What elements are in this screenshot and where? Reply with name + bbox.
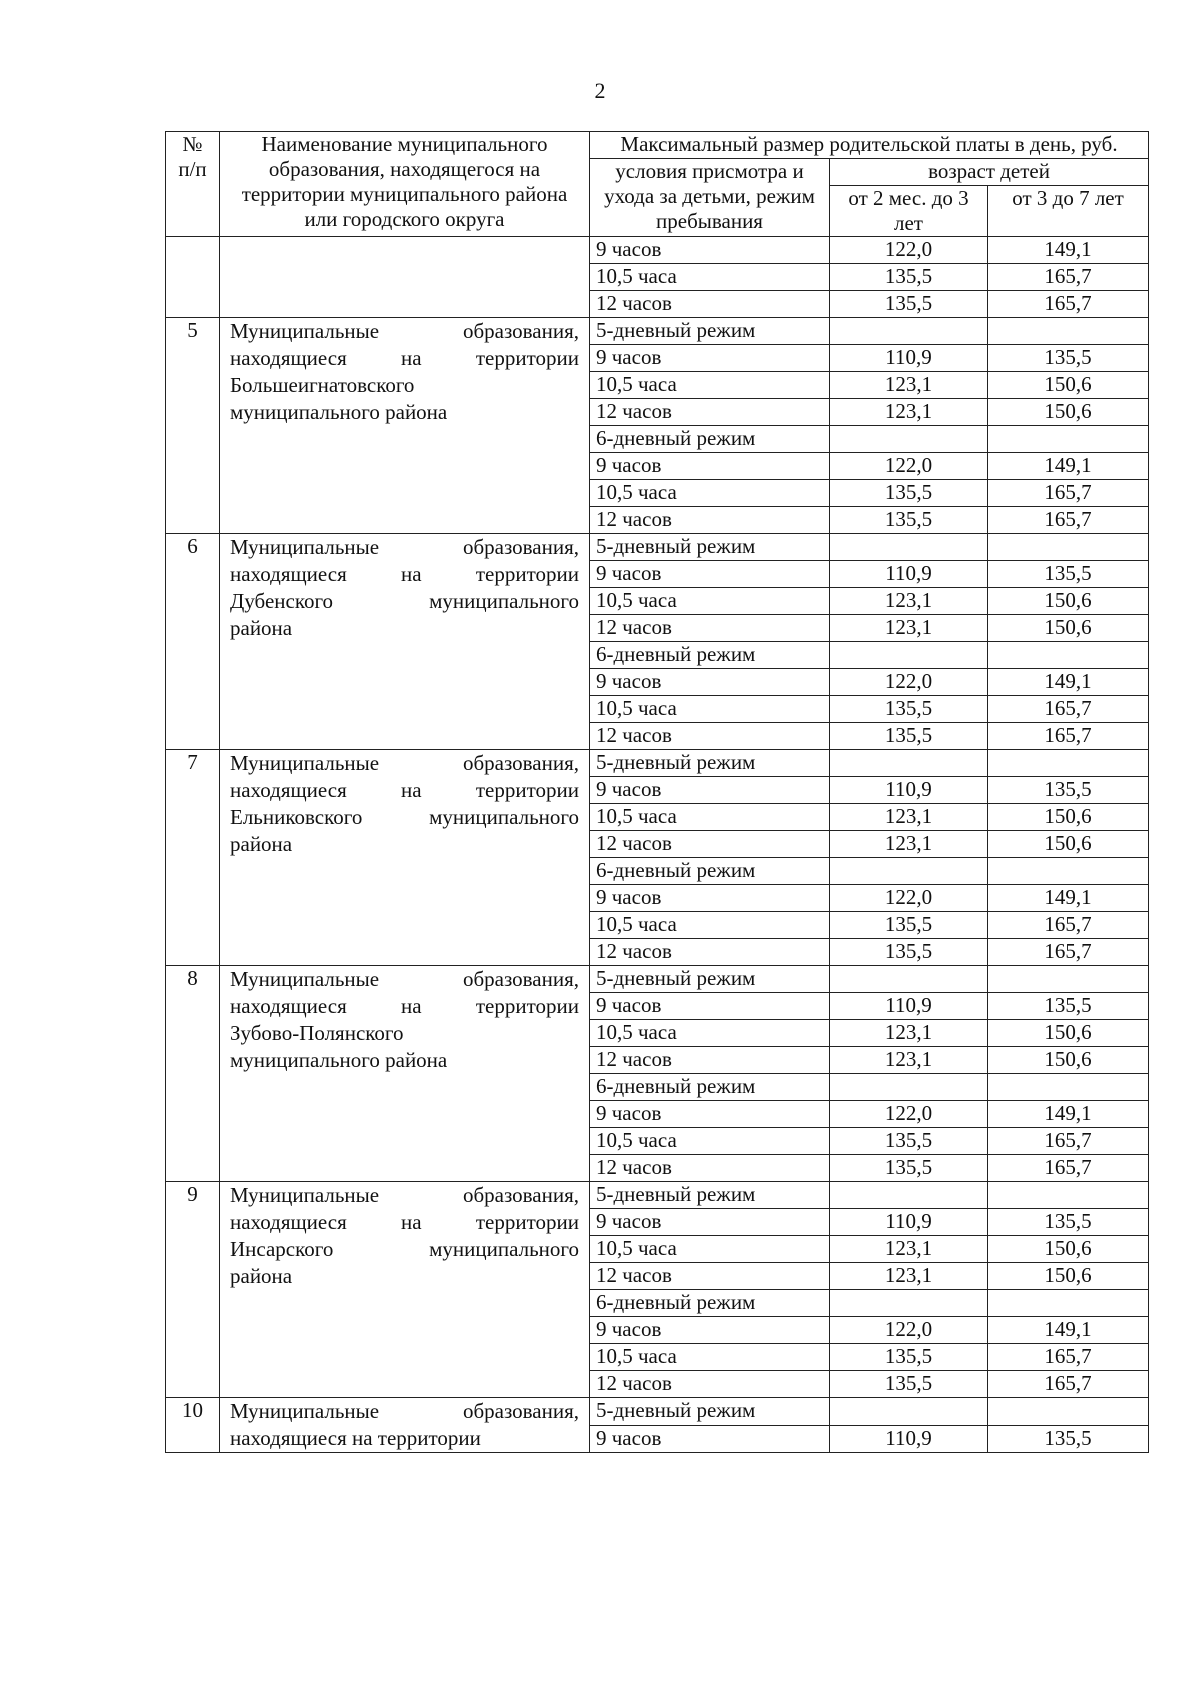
condition-cell: 10,5 часа [590, 1020, 830, 1047]
fee-age-3-to-7-cell: 150,6 [988, 1263, 1149, 1290]
fee-age-under-3-cell: 135,5 [830, 264, 988, 291]
fee-age-under-3-cell: 122,0 [830, 1317, 988, 1344]
municipality-name-line: Муниципальные образования, [230, 751, 579, 775]
condition-cell: 12 часов [590, 507, 830, 534]
fee-age-under-3-cell: 110,9 [830, 561, 988, 588]
fee-age-3-to-7-cell: 165,7 [988, 1128, 1149, 1155]
condition-cell: 10,5 часа [590, 372, 830, 399]
fee-age-under-3-cell [830, 1074, 988, 1101]
table-row [166, 966, 1149, 993]
fee-age-3-to-7-cell: 135,5 [988, 561, 1149, 588]
municipality-name-cell [220, 318, 590, 534]
fee-age-3-to-7-cell: 149,1 [988, 669, 1149, 696]
row-number-cell: 7 [166, 750, 220, 966]
condition-cell: 12 часов [590, 1371, 830, 1398]
fee-age-3-to-7-cell: 150,6 [988, 615, 1149, 642]
condition-cell: 9 часов [590, 1317, 830, 1344]
municipality-name-line: района [230, 1264, 293, 1288]
page-number: 2 [594, 78, 606, 103]
fee-age-3-to-7-cell: 135,5 [988, 993, 1149, 1020]
fee-age-3-to-7-cell: 149,1 [988, 237, 1149, 264]
condition-cell: 5-дневный режим [590, 966, 830, 993]
fee-age-under-3-cell: 110,9 [830, 777, 988, 804]
fee-age-under-3-cell: 123,1 [830, 1236, 988, 1263]
municipality-name-cell [220, 534, 590, 750]
condition-cell: 6-дневный режим [590, 642, 830, 669]
header-col-age-3-to-7: от 3 до 7 лет [988, 186, 1149, 237]
fee-age-3-to-7-cell [988, 966, 1149, 993]
fee-age-3-to-7-cell: 135,5 [988, 1425, 1149, 1453]
table-row [166, 750, 1149, 777]
fee-age-under-3-cell: 135,5 [830, 723, 988, 750]
row-number-cell: 5 [166, 318, 220, 534]
municipality-name-line: муниципального района [230, 400, 448, 424]
municipality-name-line: Ельниковского муниципального [230, 805, 579, 829]
fee-age-under-3-cell [830, 858, 988, 885]
fee-age-3-to-7-cell: 150,6 [988, 588, 1149, 615]
condition-cell: 12 часов [590, 723, 830, 750]
fee-age-under-3-cell [830, 1182, 988, 1209]
fee-age-under-3-cell [830, 750, 988, 777]
fee-age-under-3-cell: 110,9 [830, 993, 988, 1020]
fee-age-under-3-cell: 110,9 [830, 1209, 988, 1236]
header-col-number: № п/п [166, 132, 220, 237]
fee-age-under-3-cell: 123,1 [830, 1020, 988, 1047]
condition-cell: 9 часов [590, 669, 830, 696]
condition-cell: 5-дневный режим [590, 1398, 830, 1426]
condition-cell: 12 часов [590, 1047, 830, 1074]
condition-cell: 12 часов [590, 399, 830, 426]
municipality-name-cell [220, 237, 590, 318]
condition-cell: 6-дневный режим [590, 1290, 830, 1317]
fee-age-3-to-7-cell: 149,1 [988, 885, 1149, 912]
fee-age-under-3-cell: 123,1 [830, 1047, 988, 1074]
municipality-name-cell [220, 1182, 590, 1398]
condition-cell: 10,5 часа [590, 264, 830, 291]
table-row [166, 237, 1149, 264]
fee-age-3-to-7-cell: 165,7 [988, 264, 1149, 291]
fee-age-under-3-cell [830, 1398, 988, 1426]
condition-cell: 12 часов [590, 1263, 830, 1290]
row-number-cell: 9 [166, 1182, 220, 1398]
fee-age-under-3-cell: 123,1 [830, 804, 988, 831]
fee-age-under-3-cell: 135,5 [830, 507, 988, 534]
municipality-name-cell [220, 750, 590, 966]
condition-cell: 6-дневный режим [590, 858, 830, 885]
condition-cell: 5-дневный режим [590, 534, 830, 561]
condition-cell: 10,5 часа [590, 1236, 830, 1263]
fee-age-under-3-cell: 122,0 [830, 885, 988, 912]
row-number-cell: 8 [166, 966, 220, 1182]
fee-age-under-3-cell: 123,1 [830, 831, 988, 858]
fee-age-3-to-7-cell: 165,7 [988, 1371, 1149, 1398]
condition-cell: 9 часов [590, 345, 830, 372]
condition-cell: 6-дневный режим [590, 1074, 830, 1101]
fee-age-3-to-7-cell: 165,7 [988, 480, 1149, 507]
table-row [166, 1182, 1149, 1209]
table-row [166, 534, 1149, 561]
municipality-name-line: Муниципальные образования, [230, 535, 579, 559]
header-col-age-under-3: от 2 мес. до 3 лет [830, 186, 988, 237]
condition-cell: 5-дневный режим [590, 750, 830, 777]
condition-cell: 9 часов [590, 1209, 830, 1236]
fee-age-3-to-7-cell: 135,5 [988, 1209, 1149, 1236]
municipality-name-line: находящиеся на территории [230, 562, 579, 586]
condition-cell: 9 часов [590, 561, 830, 588]
fee-age-under-3-cell [830, 1290, 988, 1317]
municipality-name-line: Инсарского муниципального [230, 1237, 579, 1261]
fee-age-3-to-7-cell: 150,6 [988, 804, 1149, 831]
condition-cell: 12 часов [590, 939, 830, 966]
fee-age-3-to-7-cell [988, 1398, 1149, 1426]
fee-age-3-to-7-cell: 165,7 [988, 939, 1149, 966]
fee-age-under-3-cell: 122,0 [830, 237, 988, 264]
condition-cell: 9 часов [590, 993, 830, 1020]
table-row [166, 1398, 1149, 1426]
fee-age-under-3-cell: 123,1 [830, 1263, 988, 1290]
municipality-name-line: муниципального района [230, 1048, 448, 1072]
fee-age-3-to-7-cell: 150,6 [988, 1047, 1149, 1074]
fee-age-under-3-cell: 122,0 [830, 1101, 988, 1128]
fee-age-3-to-7-cell: 149,1 [988, 1101, 1149, 1128]
fee-age-3-to-7-cell [988, 858, 1149, 885]
fee-age-under-3-cell: 135,5 [830, 696, 988, 723]
municipality-name-line: района [230, 832, 293, 856]
fee-age-under-3-cell: 135,5 [830, 1155, 988, 1182]
fee-age-under-3-cell: 110,9 [830, 345, 988, 372]
fee-age-3-to-7-cell: 150,6 [988, 1020, 1149, 1047]
municipality-name-cell [220, 1398, 590, 1453]
header-col-age: возраст детей [830, 159, 1149, 186]
fee-age-3-to-7-cell: 165,7 [988, 912, 1149, 939]
fee-age-3-to-7-cell: 150,6 [988, 399, 1149, 426]
municipality-name-line: Зубово-Полянского [230, 1021, 404, 1045]
condition-cell: 6-дневный режим [590, 426, 830, 453]
fee-age-3-to-7-cell [988, 1182, 1149, 1209]
municipality-name-line: Муниципальные образования, [230, 1399, 579, 1423]
fee-age-3-to-7-cell: 150,6 [988, 831, 1149, 858]
fee-age-under-3-cell [830, 318, 988, 345]
condition-cell: 9 часов [590, 1101, 830, 1128]
condition-cell: 12 часов [590, 831, 830, 858]
row-number-cell: 10 [166, 1398, 220, 1453]
municipality-name-line: находящиеся на территории [230, 346, 579, 370]
fee-age-3-to-7-cell [988, 1290, 1149, 1317]
fee-age-3-to-7-cell: 149,1 [988, 453, 1149, 480]
fee-age-under-3-cell: 135,5 [830, 939, 988, 966]
condition-cell: 10,5 часа [590, 804, 830, 831]
header-row-1 [166, 132, 1149, 159]
fee-age-under-3-cell [830, 966, 988, 993]
condition-cell: 10,5 часа [590, 480, 830, 507]
header-col-conditions: условия присмотра и ухода за детьми, режим пребывания [590, 159, 830, 237]
municipality-name-line: Муниципальные образования, [230, 1183, 579, 1207]
condition-cell: 5-дневный режим [590, 318, 830, 345]
municipality-name-line: находящиеся на территории [230, 1426, 481, 1450]
fee-age-under-3-cell: 110,9 [830, 1425, 988, 1453]
condition-cell: 10,5 часа [590, 1128, 830, 1155]
fee-age-3-to-7-cell: 165,7 [988, 507, 1149, 534]
fee-age-3-to-7-cell [988, 534, 1149, 561]
fee-age-3-to-7-cell: 165,7 [988, 1344, 1149, 1371]
fee-age-under-3-cell: 135,5 [830, 1371, 988, 1398]
municipality-name-cell [220, 966, 590, 1182]
fee-age-under-3-cell: 123,1 [830, 372, 988, 399]
fee-age-3-to-7-cell [988, 426, 1149, 453]
municipality-name-line: Дубенского муниципального [230, 589, 579, 613]
fee-age-3-to-7-cell: 149,1 [988, 1317, 1149, 1344]
fee-age-under-3-cell: 135,5 [830, 480, 988, 507]
condition-cell: 9 часов [590, 777, 830, 804]
fee-age-under-3-cell: 135,5 [830, 1128, 988, 1155]
municipality-name-line: находящиеся на территории [230, 1210, 579, 1234]
municipality-name-line: Муниципальные образования, [230, 967, 579, 991]
row-number-cell: 6 [166, 534, 220, 750]
condition-cell: 5-дневный режим [590, 1182, 830, 1209]
condition-cell: 10,5 часа [590, 696, 830, 723]
condition-cell: 12 часов [590, 291, 830, 318]
header-col-max-fee: Максимальный размер родительской платы в день, руб. [590, 132, 1149, 159]
fee-age-3-to-7-cell: 165,7 [988, 696, 1149, 723]
fee-age-under-3-cell: 135,5 [830, 912, 988, 939]
condition-cell: 12 часов [590, 1155, 830, 1182]
fee-age-3-to-7-cell [988, 1074, 1149, 1101]
fee-age-under-3-cell [830, 534, 988, 561]
fee-age-under-3-cell: 122,0 [830, 453, 988, 480]
table-row [166, 318, 1149, 345]
fee-age-3-to-7-cell: 165,7 [988, 723, 1149, 750]
fee-age-3-to-7-cell: 165,7 [988, 291, 1149, 318]
fee-age-3-to-7-cell: 135,5 [988, 777, 1149, 804]
fee-age-3-to-7-cell: 150,6 [988, 1236, 1149, 1263]
fee-age-under-3-cell: 123,1 [830, 588, 988, 615]
fee-age-under-3-cell: 135,5 [830, 291, 988, 318]
fee-age-3-to-7-cell [988, 318, 1149, 345]
fee-age-3-to-7-cell: 165,7 [988, 1155, 1149, 1182]
municipality-name-line: района [230, 616, 293, 640]
municipality-name-line: находящиеся на территории [230, 994, 579, 1018]
fee-age-under-3-cell: 123,1 [830, 399, 988, 426]
condition-cell: 12 часов [590, 615, 830, 642]
municipality-name-line: Муниципальные образования, [230, 319, 579, 343]
municipality-name-line: находящиеся на территории [230, 778, 579, 802]
condition-cell: 9 часов [590, 237, 830, 264]
fee-age-3-to-7-cell: 135,5 [988, 345, 1149, 372]
fee-age-3-to-7-cell [988, 642, 1149, 669]
condition-cell: 9 часов [590, 453, 830, 480]
condition-cell: 10,5 часа [590, 1344, 830, 1371]
header-col-name: Наименование муниципального образования, находящегося на территории муниципального района или городского округа [220, 132, 590, 237]
fee-age-under-3-cell [830, 642, 988, 669]
condition-cell: 9 часов [590, 885, 830, 912]
fee-age-under-3-cell: 122,0 [830, 669, 988, 696]
condition-cell: 10,5 часа [590, 912, 830, 939]
fee-age-under-3-cell: 123,1 [830, 615, 988, 642]
fee-age-under-3-cell [830, 426, 988, 453]
fee-age-under-3-cell: 135,5 [830, 1344, 988, 1371]
row-number-cell [166, 237, 220, 318]
condition-cell: 10,5 часа [590, 588, 830, 615]
fee-age-3-to-7-cell: 150,6 [988, 372, 1149, 399]
municipality-name-line: Большеигнатовского [230, 373, 415, 397]
parental-fee-table [165, 131, 1149, 1453]
fee-age-3-to-7-cell [988, 750, 1149, 777]
condition-cell: 9 часов [590, 1425, 830, 1453]
